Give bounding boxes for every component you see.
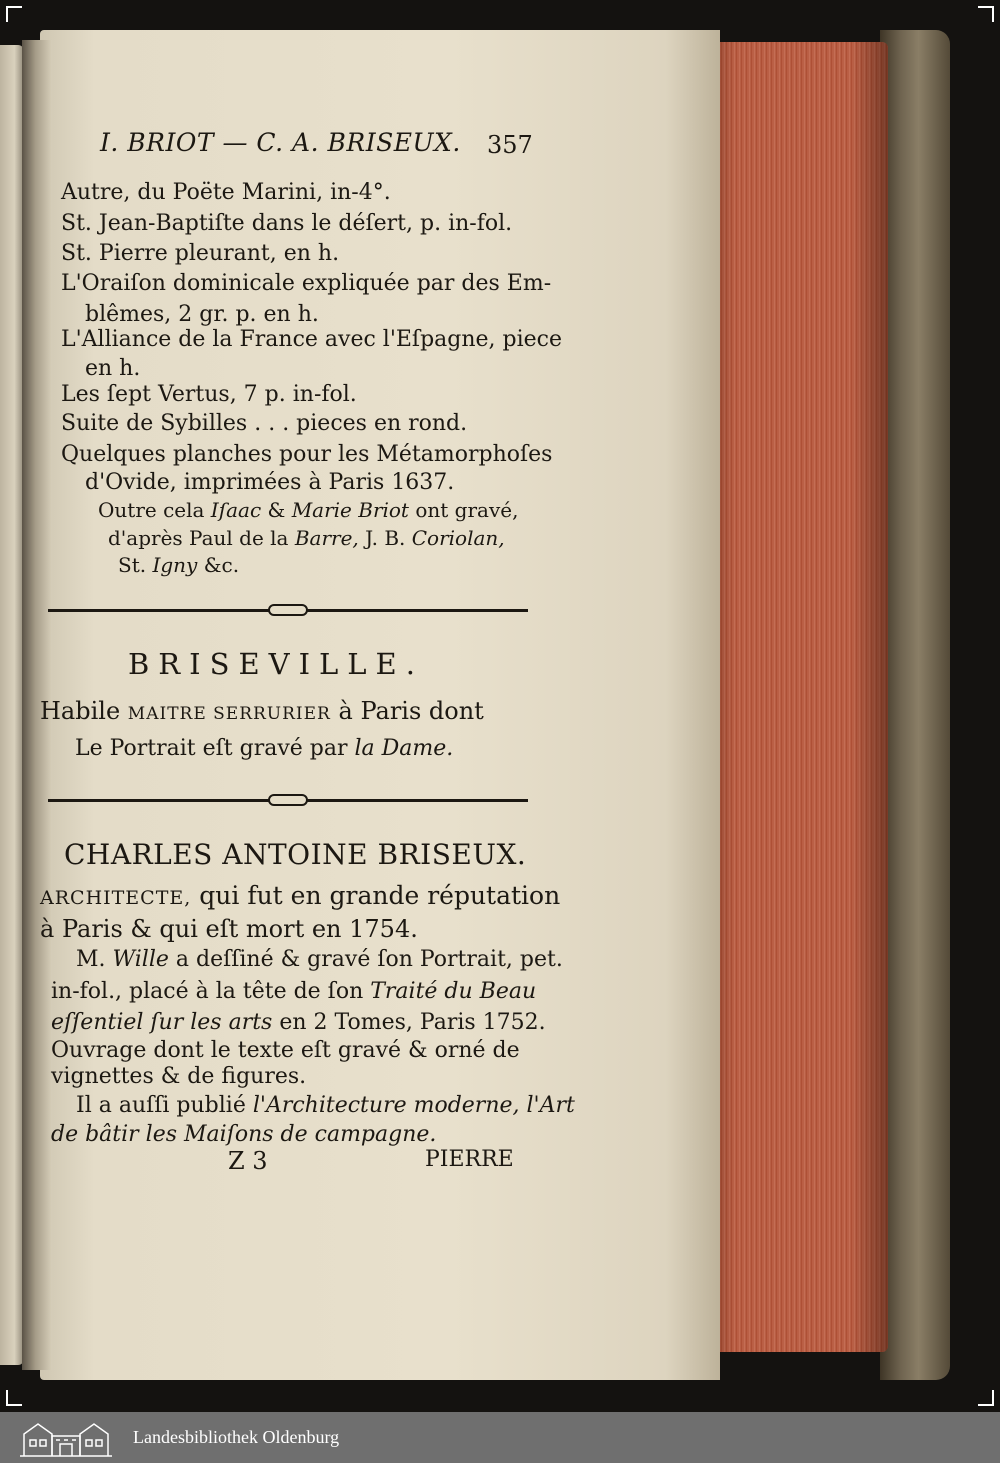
briseville-line: Le Portrait eſt gravé par la Dame.: [75, 736, 454, 761]
heading-briseville: BRISEVILLE.: [128, 647, 424, 681]
page-number: 357: [487, 131, 533, 159]
briseux-line: eſſentiel ſur les arts en 2 Tomes, Paris 1752.: [51, 1010, 546, 1035]
entry-line: Suite de Sybilles . . . pieces en rond.: [61, 411, 468, 436]
briseux-line: Ouvrage dont le texte eſt gravé & orné de: [51, 1038, 520, 1063]
entry-line: Les ſept Vertus, 7 p. in-fol.: [61, 382, 357, 407]
rule-ornament: [268, 794, 308, 806]
catchword: PIERRE: [425, 1147, 514, 1172]
entry-line: St. Pierre pleurant, en h.: [61, 241, 340, 266]
left-page-edge: [0, 45, 24, 1365]
entry-line: Quelques planches pour les Métamorphoſes: [61, 442, 553, 467]
entry-line: Autre, du Poëte Marini, in-4°.: [61, 180, 391, 205]
briseux-line: vignettes & de figures.: [51, 1064, 307, 1089]
book-cover: [880, 30, 950, 1380]
entry-line: L'Alliance de la France avec l'Eſpagne, piece: [61, 327, 563, 352]
signature-mark: Z 3: [228, 1147, 268, 1175]
entry-line: L'Oraiſon dominicale expliquée par des Em-: [61, 271, 552, 296]
crop-mark-bottom-right: [978, 1390, 994, 1406]
briseux-line: Il a auſſi publié l'Architecture moderne, l'Art: [76, 1093, 575, 1118]
note-line: Outre cela Iſaac & Marie Briot ont gravé,: [98, 498, 519, 522]
briseux-line: in-fol., placé à la tête de ſon Traité du Beau: [51, 979, 537, 1004]
briseux-line: de bâtir les Maiſons de campagne.: [51, 1122, 437, 1147]
rule-ornament: [268, 604, 308, 616]
entry-line: St. Jean-Baptiſte dans le déſert, p. in-fol.: [61, 211, 513, 236]
running-title-dash: —: [222, 128, 248, 157]
running-title-right: C. A. BRISEUX.: [256, 128, 461, 157]
briseville-line: Habile MAITRE SERRURIER à Paris dont: [40, 697, 484, 725]
heading-briseux: CHARLES ANTOINE BRISEUX.: [64, 838, 527, 871]
note-line: d'après Paul de la Barre, J. B. Coriolan,: [108, 526, 505, 550]
crop-mark-top-right: [978, 6, 994, 22]
entry-line: d'Ovide, imprimées à Paris 1637.: [85, 470, 455, 495]
briseux-line: M. Wille a deſſiné & gravé ſon Portrait, pet.: [76, 947, 563, 972]
crop-mark-top-left: [6, 6, 22, 22]
entry-line: blêmes, 2 gr. p. en h.: [85, 302, 319, 327]
note-line: St. Igny &c.: [118, 553, 240, 577]
briseux-line: à Paris & qui eſt mort en 1754.: [40, 915, 418, 943]
library-banner: [0, 1412, 1000, 1463]
briseux-line: ARCHITECTE, qui fut en grande réputation: [40, 881, 561, 910]
entry-line: en h.: [85, 356, 141, 381]
library-building-icon: [18, 1418, 114, 1458]
running-title: [100, 128, 461, 157]
running-title-left: I. BRIOT: [100, 128, 215, 157]
library-name: Landesbibliothek Oldenburg: [133, 1427, 340, 1447]
ornamental-rule: [48, 605, 528, 615]
crop-mark-bottom-left: [6, 1390, 22, 1406]
page-edges-shade: [708, 42, 888, 1352]
ornamental-rule: [48, 795, 528, 805]
